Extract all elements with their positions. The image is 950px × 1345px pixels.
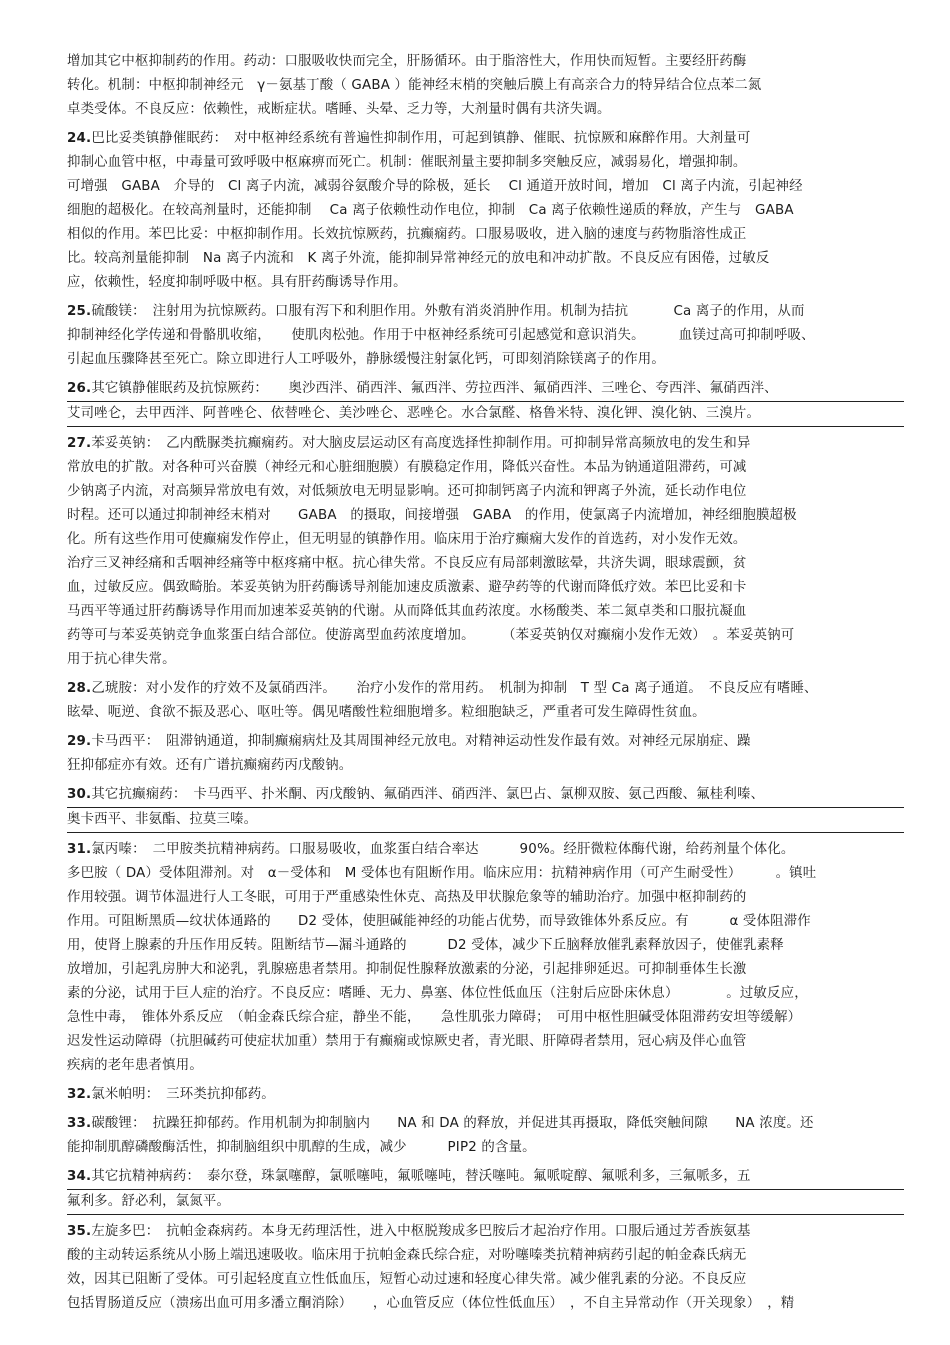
text-line bbox=[67, 127, 904, 151]
line-text: 用，使肾上腺素的升压作用反转。阻断结节—漏斗通路的 D2 受体，减少下丘脑释放催乳素释放因子，使催乳素释 bbox=[67, 938, 784, 953]
text-line bbox=[67, 402, 904, 427]
section-number: 33. bbox=[67, 1116, 92, 1131]
text-line bbox=[67, 1190, 904, 1215]
text-line bbox=[67, 910, 904, 934]
line-text: 少钠离子内流，对高频异常放电有效，对低频放电无明显影响。还可抑制钙离子内流和钾离子外流，延长动作电位 bbox=[67, 484, 747, 499]
line-text: 硫酸镁： 注射用为抗惊厥药。口服有泻下和利胆作用。外敷有消炎消肿作用。机制为拮抗 Ca 离子的作用，从而 bbox=[91, 304, 805, 319]
line-text: 可增强 GABA 介导的 Cl 离子内流，减弱谷氨酸介导的除极，延长 Cl 通道开放时间，增加 Cl 离子内流，引起神经 bbox=[67, 179, 803, 194]
line-text: 转化。机制：中枢抑制神经元 γ－氨基丁酸（ GABA ）能神经末梢的突触后膜上有高亲合力的特异结合位点苯二氮 bbox=[67, 78, 762, 93]
line-text: 包括胃肠道反应（溃疡出血可用多潘立酮消除） ，心血管反应（体位性低血压） ，不自主异常动作（开关现象） ，精 bbox=[67, 1296, 795, 1311]
line-text: 效，因其已阻断了受体。可引起轻度直立性低血压，短暂心动过速和轻度心律失常。减少催乳素的分泌。不良反应 bbox=[67, 1272, 747, 1287]
text-line bbox=[67, 271, 904, 295]
text-line bbox=[67, 456, 904, 480]
text-line bbox=[67, 624, 904, 648]
text-line bbox=[67, 50, 904, 74]
section-number: 29. bbox=[67, 734, 92, 749]
section-number: 32. bbox=[67, 1087, 92, 1102]
line-text: 抑制神经化学传递和骨骼肌收缩， 使肌肉松弛。作用于中枢神经系统可引起感觉和意识消失。 血镁过高可抑制呼吸、 bbox=[67, 328, 815, 343]
text-line bbox=[67, 701, 904, 725]
text-line bbox=[67, 300, 904, 324]
text-line bbox=[67, 958, 904, 982]
text-line bbox=[67, 862, 904, 886]
line-text: 巴比妥类镇静催眠药： 对中枢神经系统有普遍性抑制作用，可起到镇静、催眠、抗惊厥和麻醉作用。大剂量可 bbox=[91, 131, 751, 146]
line-text: 药等可与苯妥英钠竞争血浆蛋白结合部位。使游离型血药浓度增加。 （苯妥英钠仅对癫痫小发作无效） 。苯妥英钠可 bbox=[67, 628, 795, 643]
line-text: 苯妥英钠： 乙内酰脲类抗癫痫药。对大脑皮层运动区有高度选择性抑制作用。可抑制异常高频放电的发生和异 bbox=[91, 436, 751, 451]
text-line bbox=[67, 576, 904, 600]
section-number: 30. bbox=[67, 787, 92, 802]
text-line bbox=[67, 1112, 904, 1136]
line-text: 时程。还可以通过抑制神经末梢对 GABA 的摄取，间接增强 GABA 的作用，使氯离子内流增加，神经细胞膜超极 bbox=[67, 508, 797, 523]
line-text: 其它抗癫痫药： 卡马西平、扑米酮、丙戊酸钠、氟硝西泮、硝西泮、氯巴占、氯柳双胺、氨己西酸、氟桂利嗪、 bbox=[91, 787, 765, 802]
text-line bbox=[67, 754, 904, 778]
line-text: 比。较高剂量能抑制 Na 离子内流和 K 离子外流，能抑制异常神经元的放电和冲动扩散。不良反应有困倦，过敏反 bbox=[67, 251, 770, 266]
section-number: 31. bbox=[67, 842, 92, 857]
section-number: 34. bbox=[67, 1169, 92, 1184]
text-line bbox=[67, 677, 904, 701]
section-s25 bbox=[67, 300, 904, 372]
section-s26 bbox=[67, 377, 904, 427]
section-s34 bbox=[67, 1165, 904, 1215]
line-text: 增加其它中枢抑制药的作用。药动：口服吸收快而完全，肝肠循环。由于脂溶性大，作用快而短暂。主要经肝药酶 bbox=[67, 54, 747, 69]
line-text: 碳酸锂： 抗躁狂抑郁药。作用机制为抑制脑内 NA 和 DA 的释放，并促进其再摄取，降低突触间隙 NA 浓度。还 bbox=[91, 1116, 814, 1131]
line-text: 氯丙嗪： 二甲胺类抗精神病药。口服易吸收，血浆蛋白结合率达 90%。经肝微粒体酶代谢，给药剂量个体化。 bbox=[91, 842, 795, 857]
section-s23 bbox=[67, 50, 904, 122]
text-line bbox=[67, 199, 904, 223]
text-line bbox=[67, 1054, 904, 1078]
section-s28 bbox=[67, 677, 904, 725]
text-line bbox=[67, 1220, 904, 1244]
section-number: 25. bbox=[67, 304, 92, 319]
line-text: 卡马西平： 阻滞钠通道，抑制癫痫病灶及其周围神经元放电。对精神运动性发作最有效。对神经元尿崩症、躁 bbox=[91, 734, 751, 749]
line-text: 作用较强。调节体温进行人工冬眠，可用于严重感染性休克、高热及甲状腺危象等的辅助治疗。加强中枢抑制药的 bbox=[67, 890, 747, 905]
text-line bbox=[67, 1136, 904, 1160]
line-text: 细胞的超极化。在较高剂量时，还能抑制 Ca 离子依赖性动作电位，抑制 Ca 离子依赖性递质的释放，产生与 GABA bbox=[67, 203, 794, 218]
section-number: 26. bbox=[67, 381, 92, 396]
line-text: 抑制心血管中枢，中毒量可致呼吸中枢麻痹而死亡。机制：催眠剂量主要抑制多突触反应，减弱易化，增强抑制。 bbox=[67, 155, 747, 170]
line-text: 相似的作用。苯巴比妥：中枢抑制作用。长效抗惊厥药，抗癫痫药。口服易吸收，进入脑的速度与药物脂溶性成正 bbox=[67, 227, 747, 242]
section-s29 bbox=[67, 730, 904, 778]
text-line bbox=[67, 934, 904, 958]
line-text: 素的分泌，试用于巨人症的治疗。不良反应：嗜睡、无力、鼻塞、体位性低血压（注射后应卧床休息） 。过敏反应， bbox=[67, 986, 808, 1001]
text-line bbox=[67, 1165, 904, 1190]
text-line bbox=[67, 1030, 904, 1054]
text-line bbox=[67, 480, 904, 504]
line-text: 其它抗精神病药： 泰尔登，珠氯噻醇，氯哌噻吨，氟哌噻吨，替沃噻吨。氟哌啶醇、氟哌利多，三氟哌多，五 bbox=[91, 1169, 751, 1184]
text-line bbox=[67, 600, 904, 624]
text-line bbox=[67, 838, 904, 862]
text-line bbox=[67, 808, 904, 833]
section-number: 28. bbox=[67, 681, 92, 696]
section-s30 bbox=[67, 783, 904, 833]
section-s33 bbox=[67, 1112, 904, 1160]
line-text: 马西平等通过肝药酶诱导作用而加速苯妥英钠的代谢。从而降低其血药浓度。水杨酸类、苯二氮卓类和口服抗凝血 bbox=[67, 604, 747, 619]
section-number: 24. bbox=[67, 131, 92, 146]
line-text: 多巴胺（ DA）受体阻滞剂。对 α－受体和 M 受体也有阻断作用。临床应用：抗精神病作用（可产生耐受性） 。镇吐 bbox=[67, 866, 817, 881]
text-line bbox=[67, 1268, 904, 1292]
section-s35 bbox=[67, 1220, 904, 1316]
line-text: 用于抗心律失常。 bbox=[67, 652, 176, 667]
line-text: 氯米帕明： 三环类抗抑郁药。 bbox=[91, 1087, 275, 1102]
text-line bbox=[67, 98, 904, 122]
line-text: 能抑制肌醇磷酸酶活性，抑制脑组织中肌醇的生成，减少 PIP2 的含量。 bbox=[67, 1140, 536, 1155]
text-line bbox=[67, 223, 904, 247]
text-line bbox=[67, 1244, 904, 1268]
line-text: 引起血压骤降甚至死亡。除立即进行人工呼吸外，静脉缓慢注射氯化钙，可即刻消除镁离子的作用。 bbox=[67, 352, 665, 367]
text-line bbox=[67, 648, 904, 672]
text-line bbox=[67, 528, 904, 552]
line-text: 左旋多巴： 抗帕金森病药。本身无药理活性，进入中枢脱羧成多巴胺后才起治疗作用。口服后通过芳香族氨基 bbox=[91, 1224, 751, 1239]
text-line bbox=[67, 324, 904, 348]
line-text: 血，过敏反应。偶致畸胎。苯妥英钠为肝药酶诱导剂能加速皮质激素、避孕药等的代谢而降低疗效。苯巴比妥和卡 bbox=[67, 580, 747, 595]
text-line bbox=[67, 783, 904, 808]
line-text: 艾司唑仑，去甲西泮、阿普唑仑、依替唑仑、美沙唑仑、恶唑仑。水合氯醛、格鲁米特、溴化钾、溴化钠、三溴片。 bbox=[67, 406, 761, 421]
line-text: 其它镇静催眠药及抗惊厥药： 奥沙西泮、硝西泮、氟西泮、劳拉西泮、氟硝西泮、三唑仑、夸西泮、氟硝西泮、 bbox=[91, 381, 778, 396]
text-line bbox=[67, 1292, 904, 1316]
text-line bbox=[67, 1083, 904, 1107]
text-line bbox=[67, 1006, 904, 1030]
text-line bbox=[67, 432, 904, 456]
text-line bbox=[67, 151, 904, 175]
text-line bbox=[67, 504, 904, 528]
section-s24 bbox=[67, 127, 904, 295]
section-s32 bbox=[67, 1083, 904, 1107]
line-text: 氟利多。舒必利，氯氮平。 bbox=[67, 1194, 231, 1209]
text-line bbox=[67, 74, 904, 98]
line-text: 卓类受体。不良反应：依赖性，戒断症状。嗜睡、头晕、乏力等，大剂量时偶有共济失调。 bbox=[67, 102, 611, 117]
line-text: 作用。可阻断黑质—纹状体通路的 D2 受体，使胆碱能神经的功能占优势，而导致锥体外系反应。有 α 受体阻滞作 bbox=[67, 914, 811, 929]
text-line bbox=[67, 377, 904, 402]
section-number: 35. bbox=[67, 1224, 92, 1239]
line-text: 乙琥胺：对小发作的疗效不及氯硝西泮。 治疗小发作的常用药。 机制为抑制 T 型 Ca 离子通道。 不良反应有嗜睡、 bbox=[91, 681, 818, 696]
section-number: 27. bbox=[67, 436, 92, 451]
line-text: 治疗三叉神经痛和舌咽神经痛等中枢疼痛中枢。抗心律失常。不良反应有局部刺激眩晕，共济失调，眼球震颤，贫 bbox=[67, 556, 747, 571]
section-s27 bbox=[67, 432, 904, 672]
text-line bbox=[67, 348, 904, 372]
text-line bbox=[67, 175, 904, 199]
line-text: 疾病的老年患者慎用。 bbox=[67, 1058, 203, 1073]
text-line bbox=[67, 730, 904, 754]
line-text: 化。所有这些作用可使癫痫发作停止，但无明显的镇静作用。临床用于治疗癫痫大发作的首选药，对小发作无效。 bbox=[67, 532, 747, 547]
line-text: 酸的主动转运系统从小肠上端迅速吸收。临床用于抗帕金森氏综合症，对吩噻嗪类抗精神病药引起的帕金森氏病无 bbox=[67, 1248, 747, 1263]
line-text: 常放电的扩散。对各种可兴奋膜（神经元和心脏细胞膜）有膜稳定作用，降低兴奋性。本品为钠通道阻滞药，可减 bbox=[67, 460, 747, 475]
line-text: 应，依赖性，轻度抑制呼吸中枢。具有肝药酶诱导作用。 bbox=[67, 275, 407, 290]
text-line bbox=[67, 247, 904, 271]
text-line bbox=[67, 982, 904, 1006]
section-s31 bbox=[67, 838, 904, 1078]
line-text: 急性中毒， 锥体外系反应 （帕金森氏综合症，静坐不能， 急性肌张力障碍； 可用中枢性胆碱受体阻滞药安坦等缓解） bbox=[67, 1010, 802, 1025]
line-text: 放增加，引起乳房肿大和泌乳，乳腺癌患者禁用。抑制促性腺释放激素的分泌，引起排卵延迟。可抑制垂体生长激 bbox=[67, 962, 747, 977]
text-line bbox=[67, 886, 904, 910]
text-line bbox=[67, 552, 904, 576]
line-text: 迟发性运动障碍（抗胆碱药可使症状加重）禁用于有癫痫或惊厥史者，青光眼、肝障碍者禁用，冠心病及伴心血管 bbox=[67, 1034, 747, 1049]
line-text: 狂抑郁症亦有效。还有广谱抗癫痫药丙戊酸钠。 bbox=[67, 758, 353, 773]
line-text: 奥卡西平、非氨酯、拉莫三嗪。 bbox=[67, 812, 258, 827]
line-text: 眩晕、呃逆、食欲不振及恶心、呕吐等。偶见嗜酸性粒细胞增多。粒细胞缺乏，严重者可发生障碍性贫血。 bbox=[67, 705, 706, 720]
